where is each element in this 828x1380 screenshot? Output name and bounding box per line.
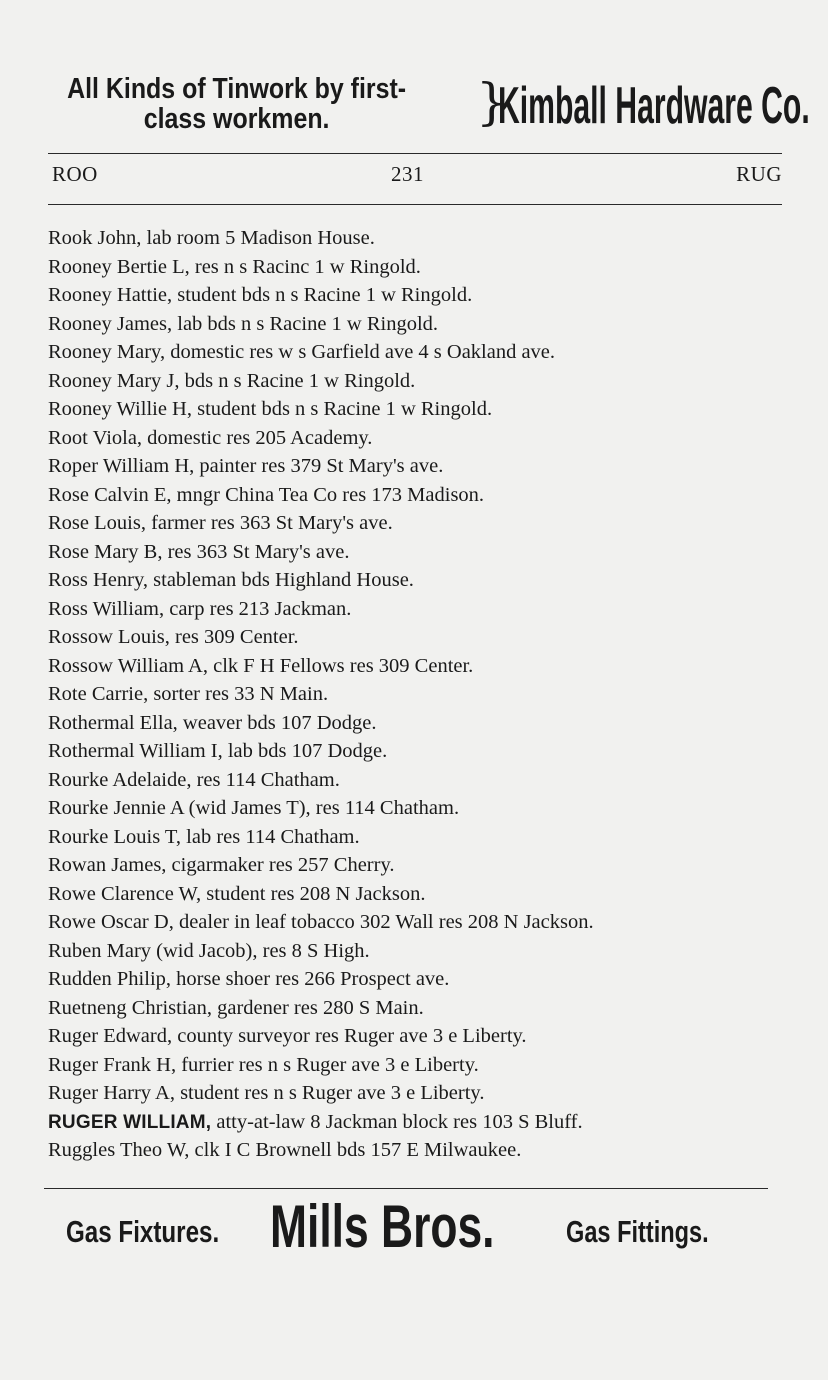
page-number: 231	[391, 162, 424, 186]
kimball-hardware-name: Kimball Hardware Co.	[498, 77, 810, 135]
tinwork-slogan-line1: All Kinds of Tinwork by first-	[67, 73, 407, 105]
directory-entry: Rossow William A, clk F H Fellows res 309 Center.	[48, 654, 474, 677]
directory-entry: Rose Louis, farmer res 363 St Mary's ave.	[48, 512, 393, 534]
bold-entry-name: RUGER WILLIAM,	[48, 1111, 212, 1133]
directory-entry: Root Viola, domestic res 205 Academy.	[48, 426, 373, 449]
mills-bros-name: Mills Bros.	[270, 1193, 495, 1260]
directory-entry: Ruger Harry A, student res n s Ruger ave 3 e Liberty.	[48, 1082, 485, 1104]
directory-entry: Rudden Philip, horse shoer res 266 Prospect ave.	[48, 968, 450, 990]
directory-entry: Roper William H, painter res 379 St Mary's ave.	[48, 455, 444, 477]
directory-entry: Rooney Hattie, student bds n s Racine 1 w Ringold.	[48, 284, 473, 306]
header-rule-top	[48, 153, 782, 154]
directory-entry: Rooney Willie H, student bds n s Racine 1 w Ringold.	[48, 398, 493, 420]
directory-entry: Rowe Oscar D, dealer in leaf tobacco 302 Wall res 208 N Jackson.	[48, 911, 594, 933]
directory-entry: Ruger Edward, county surveyor res Ruger ave 3 e Liberty.	[48, 1025, 527, 1047]
directory-entry: Rothermal Ella, weaver bds 107 Dodge.	[48, 711, 377, 734]
gas-fittings-text: Gas Fittings.	[566, 1214, 709, 1249]
directory-entry-bold	[48, 1108, 788, 1137]
footer-rule	[44, 1188, 768, 1189]
directory-entry: Rourke Jennie A (wid James T), res 114 Chatham.	[48, 797, 460, 819]
directory-entries	[48, 224, 788, 1165]
running-head	[52, 162, 782, 192]
directory-entry: Ross Henry, stableman bds Highland House.	[48, 569, 414, 591]
directory-entry: Rourke Adelaide, res 114 Chatham.	[48, 768, 340, 791]
guide-word-left: ROO	[52, 162, 98, 186]
directory-entry: Rose Mary B, res 363 St Mary's ave.	[48, 540, 350, 563]
directory-entry: Ruben Mary (wid Jacob), res 8 S High.	[48, 939, 370, 962]
header-rule-bottom	[48, 204, 782, 205]
brace-glyph: }	[476, 73, 508, 131]
directory-entry: Rooney Mary J, bds n s Racine 1 w Ringold.	[48, 369, 416, 392]
bottom-advertisement	[44, 1193, 770, 1266]
directory-entry: Rowe Clarence W, student res 208 N Jackson.	[48, 882, 426, 905]
directory-entry: Ruetneng Christian, gardener res 280 S Main.	[48, 996, 424, 1019]
directory-entry: Rossow Louis, res 309 Center.	[48, 626, 299, 648]
directory-entry: Ruger Frank H, furrier res n s Ruger ave 3 e Liberty.	[48, 1053, 479, 1076]
guide-word-right: RUG	[736, 162, 782, 186]
directory-entry: Rook John, lab room 5 Madison House.	[48, 227, 375, 249]
directory-entry: Rourke Louis T, lab res 114 Chatham.	[48, 825, 360, 848]
directory-entry: Rose Calvin E, mngr China Tea Co res 173 Madison.	[48, 483, 485, 506]
directory-entry: Ross William, carp res 213 Jackman.	[48, 597, 352, 620]
top-advertisement	[50, 70, 810, 140]
tinwork-slogan-line2: class workmen.	[143, 103, 330, 135]
directory-entry: Ruggles Theo W, clk I C Brownell bds 157 E Milwaukee.	[48, 1139, 522, 1161]
directory-entry: Rote Carrie, sorter res 33 N Main.	[48, 683, 329, 705]
directory-entry: Rooney James, lab bds n s Racine 1 w Ringold.	[48, 312, 439, 335]
tinwork-slogan	[56, 74, 417, 134]
bold-entry-details: atty-at-law 8 Jackman block res 103 S Bluff.	[211, 1110, 583, 1133]
directory-entry: Rooney Mary, domestic res w s Garfield ave 4 s Oakland ave.	[48, 341, 556, 363]
directory-entry: Rowan James, cigarmaker res 257 Cherry.	[48, 854, 395, 876]
directory-entry: Rothermal William I, lab bds 107 Dodge.	[48, 740, 388, 762]
directory-entry: Rooney Bertie L, res n s Racinc 1 w Ringold.	[48, 255, 421, 278]
gas-fixtures-text: Gas Fixtures.	[66, 1214, 220, 1249]
